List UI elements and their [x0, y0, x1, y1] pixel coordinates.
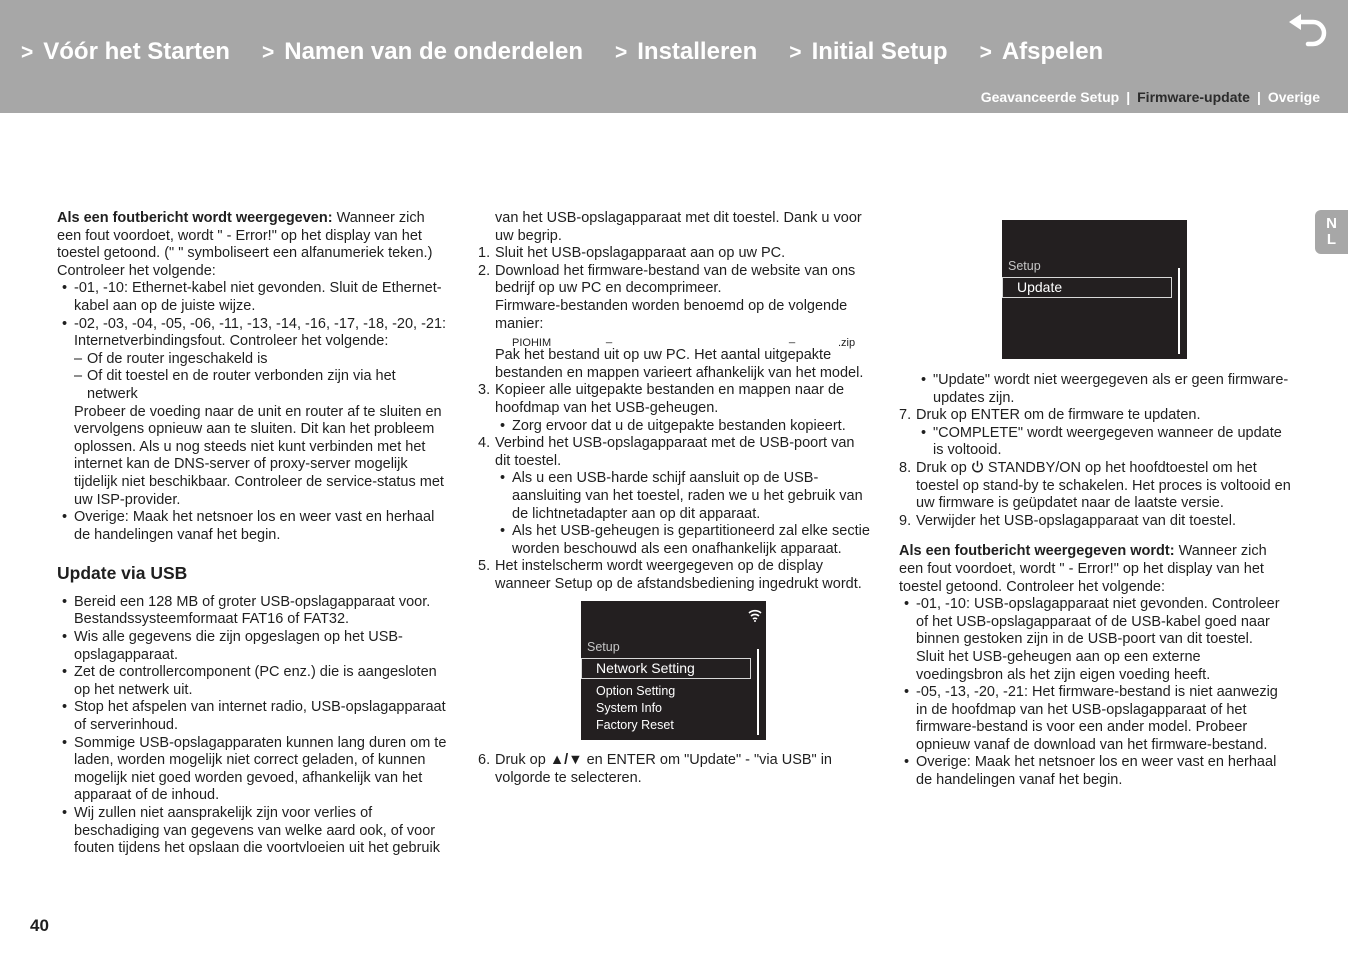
step-item	[478, 558, 870, 593]
chevron-right-icon: >	[261, 41, 275, 64]
setup-screen-update	[1002, 220, 1187, 359]
subnav-overige[interactable]: Overige	[1267, 89, 1320, 105]
subnav-firmware-update[interactable]: Firmware-update	[1137, 89, 1250, 105]
step-text: en ENTER om "Update" - "via USB" in volgorde te selecteren.	[495, 752, 832, 787]
subnav-geavanceerde-setup[interactable]: Geavanceerde Setup	[980, 89, 1120, 105]
step-number: 8.	[899, 459, 912, 476]
list-item: • Overige: Maak het netsnoer los en weer vast en herhaal de handelingen vanaf het begin.	[57, 509, 447, 544]
step-text: Sluit het USB-opslagapparaat aan op uw PC.	[495, 245, 786, 262]
list-item	[57, 316, 447, 510]
error-heading: Als een foutbericht weergegeven wordt:	[899, 543, 1175, 560]
list-item-paragraph: Probeer de voeding naar de unit en router af te sluiten en vervolgens opnieuw aan te sluiten. Dit kan het probleem oplossen. Als u nog steeds niet kunt verbinden met het internet kan de DNS-server of proxy-server mogelijk tijdelijk niet beschikbaar. Controleer de service-status met uw ISP-provider.	[74, 403, 444, 508]
header-bar	[0, 0, 1348, 113]
wifi-icon	[748, 608, 762, 622]
spacer	[899, 530, 1291, 543]
step-item	[899, 460, 1291, 513]
filename-separator: _	[606, 332, 613, 345]
list-item: • Overige: Maak het netsnoer los en weer vast en herhaal de handelingen vanaf het begin.	[899, 754, 1291, 789]
error-intro	[899, 543, 1291, 596]
list-item-text: • -01, -10: USB-opslagapparaat niet gevonden. Controleer of het USB-opslagapparaat of de USB-kabel goed naar binnen gestoken zijn in de USB-poort van dit toestel.	[916, 596, 1280, 648]
list-item: • Wis alle gegevens die zijn opgeslagen op het USB-opslagapparaat.	[57, 629, 447, 664]
up-down-arrows-icon: ▲/▼	[549, 752, 583, 769]
step-number: 5.	[478, 558, 491, 575]
error-intro-text: Wanneer zich een fout voordoet, wordt " - Error!" op het display van het toestel getoond. (" " symboliseert een alfanumeriek teken.) Controleer het volgende:	[57, 210, 433, 279]
list-item-text: Sluit het USB-geheugen aan op een externe voedingsbron als het zijn eigen voeding heeft.	[916, 648, 1211, 683]
step-text: Druk op ENTER om de firmware te updaten.	[916, 407, 1201, 424]
list-item: • Als u een USB-harde schijf aansluit op de USB-aansluiting van het toestel, raden we u het gebruik van de lichtnetadapter aan op dit apparaat.	[495, 470, 870, 523]
page-number: 40	[30, 916, 49, 935]
step-number: 9.	[899, 512, 912, 529]
step-text: Druk op	[916, 459, 971, 476]
sub-list	[495, 470, 870, 558]
menu-item-selected[interactable]: Update	[1002, 277, 1172, 298]
screen-scrollbar	[1178, 268, 1180, 354]
step-number: 6.	[478, 752, 491, 769]
column-1	[57, 210, 447, 858]
filename-extension: .zip	[838, 337, 856, 350]
error-list	[57, 280, 447, 544]
list-item: • Wij zullen niet aansprakelijk zijn voor verlies of beschadiging van gegevens van welke aard ook, of voor fouten tijdens het opslaan die voortvloeien uit het gebruik	[57, 805, 447, 858]
firmware-filename	[512, 332, 870, 350]
language-letter: L	[1326, 231, 1337, 248]
dash-item: – Of de router ingeschakeld is	[74, 351, 447, 369]
step-text: Verwijder het USB-opslagapparaat van dit toestel.	[916, 512, 1236, 529]
nav-link-voor-het-starten[interactable]	[21, 38, 230, 66]
list-item: • Bereid een 128 MB of groter USB-opslagapparaat voor. Bestandssysteemformaat FAT16 of FAT32.	[57, 594, 447, 629]
steps-list	[478, 245, 870, 593]
error-list	[899, 596, 1291, 790]
steps-list	[478, 752, 870, 787]
step-text: Het instelscherm wordt weergegeven op de display wanneer Setup op de afstandsbediening ingedrukt wordt.	[495, 558, 862, 592]
menu-item-selected[interactable]: Network Setting	[581, 658, 751, 679]
step-text: Druk op	[495, 752, 550, 769]
sub-list	[495, 418, 870, 436]
menu-item[interactable]: System Info	[596, 701, 662, 716]
steps-list	[899, 407, 1291, 530]
screen-label: Setup	[1008, 259, 1041, 273]
step-number: 4.	[478, 435, 491, 452]
nav-link-afspelen[interactable]	[980, 38, 1104, 66]
list-item: • "Update" wordt niet weergegeven als er geen firmware-updates zijn.	[916, 372, 1291, 407]
nav-link-initial-setup[interactable]	[789, 38, 947, 66]
step-number: 1.	[478, 245, 491, 262]
sub-navigation	[981, 89, 1320, 105]
power-icon	[971, 460, 984, 473]
step-text: Verbind het USB-opslagapparaat met de USB-poort van dit toestel.	[495, 435, 855, 469]
nav-label: Installeren	[637, 38, 758, 65]
chevron-right-icon: >	[789, 41, 802, 64]
chevron-right-icon: >	[21, 41, 34, 64]
nav-label: Afspelen	[1001, 38, 1104, 65]
nav-link-namen-van-de-onderdelen[interactable]	[262, 38, 583, 66]
chevron-right-icon: >	[614, 41, 628, 64]
setup-screen-network	[581, 601, 766, 740]
language-letter: N	[1326, 215, 1337, 232]
filename-prefix: PIOHIM	[512, 337, 552, 350]
error-intro	[57, 210, 447, 280]
error-intro-text: Wanneer zich een fout voordoet, wordt " - Error!" op het display van het toestel getoond. Controleer het volgende:	[899, 543, 1267, 595]
note-list	[899, 372, 1291, 407]
list-item: • Zorg ervoor dat u de uitgepakte bestanden kopieert.	[495, 418, 870, 436]
return-arrow-icon[interactable]	[1286, 13, 1330, 53]
step-item	[478, 263, 870, 383]
list-item: • "COMPLETE" wordt weergegeven wanneer de update is voltooid.	[916, 425, 1291, 460]
step-text: Firmware-bestanden worden benoemd op de volgende manier:	[495, 297, 848, 332]
nav-label: Initial Setup	[811, 38, 948, 65]
usb-prep-list	[57, 594, 447, 858]
step-item	[478, 245, 870, 263]
column-2	[478, 210, 870, 788]
list-item	[899, 596, 1291, 684]
step-item	[899, 513, 1291, 531]
nav-label: Namen van de onderdelen	[284, 38, 583, 65]
step-item	[478, 752, 870, 787]
dash-item: – Of dit toestel en de router verbonden zijn via het netwerk	[74, 368, 447, 403]
subnav-separator: |	[1256, 89, 1261, 105]
step-item	[478, 435, 870, 558]
list-item: • -05, -13, -20, -21: Het firmware-bestand is niet aanwezig in de hoofdmap van het USB-opslagapparaat of het firmware-bestand is voor een ander model. Probeer opnieuw vanaf de download van het firmware-bestand.	[899, 684, 1291, 754]
step-number: 3.	[478, 382, 491, 399]
chevron-right-icon: >	[979, 41, 992, 64]
filename-separator: _	[789, 332, 796, 345]
error-heading: Als een foutbericht wordt weergegeven:	[57, 210, 333, 226]
step-item	[899, 407, 1291, 460]
list-item: • Als het USB-geheugen is gepartitioneerd zal elke sectie worden beschouwd als een onafhankelijk apparaat.	[495, 523, 870, 558]
language-tab-nl[interactable]	[1315, 210, 1348, 254]
sub-list	[916, 425, 1291, 460]
step-text: STANDBY/ON op het hoofdtoestel om het toestel op stand-by te schakelen. Het proces is voltooid en uw firmware is geüpdatet naar de laatste versie.	[916, 459, 1291, 512]
list-item: • -01, -10: Ethernet-kabel niet gevonden. Sluit de Ethernet-kabel aan op de juiste wijze.	[57, 280, 447, 315]
continued-text: van het USB-opslagapparaat met dit toestel. Dank u voor uw begrip.	[495, 210, 862, 244]
screen-scrollbar	[757, 649, 759, 735]
step-text: Download het firmware-bestand van de website van ons bedrijf op uw PC en decomprimeer.	[495, 262, 856, 297]
nav-link-installeren[interactable]	[615, 38, 757, 66]
step-number: 2.	[478, 262, 491, 279]
screen-label: Setup	[587, 640, 620, 655]
list-item: • Stop het afspelen van internet radio, USB-opslagapparaat of serverinhoud.	[57, 699, 447, 734]
step-item	[478, 382, 870, 435]
step-number: 7.	[899, 407, 912, 424]
step-text: Pak het bestand uit op uw PC. Het aantal uitgepakte bestanden en mappen varieert afhankelijk van het model.	[495, 347, 864, 381]
menu-item[interactable]: Factory Reset	[596, 718, 674, 733]
list-item: • Zet de controllercomponent (PC enz.) die is aangesloten op het netwerk uit.	[57, 664, 447, 699]
column-3	[899, 210, 1291, 790]
section-heading: Update via USB	[57, 563, 188, 584]
top-navigation	[21, 38, 1135, 66]
step-text: Kopieer alle uitgepakte bestanden en mappen naar de hoofdmap van het USB-geheugen.	[495, 382, 845, 416]
subnav-separator: |	[1126, 89, 1131, 105]
nav-label: Vóór het Starten	[43, 38, 230, 65]
list-item: • Sommige USB-opslagapparaten kunnen lang duren om te laden, worden mogelijk niet correct geladen, of kunnen mogelijk niet goed worden gevoed, afhankelijk van het apparaat of de inhoud.	[57, 735, 447, 805]
menu-item[interactable]: Option Setting	[596, 684, 676, 699]
list-item-text: • -02, -03, -04, -05, -06, -11, -13, -14, -16, -17, -18, -20, -21: Internetverbindingsfout. Controleer het volgende:	[74, 315, 447, 350]
